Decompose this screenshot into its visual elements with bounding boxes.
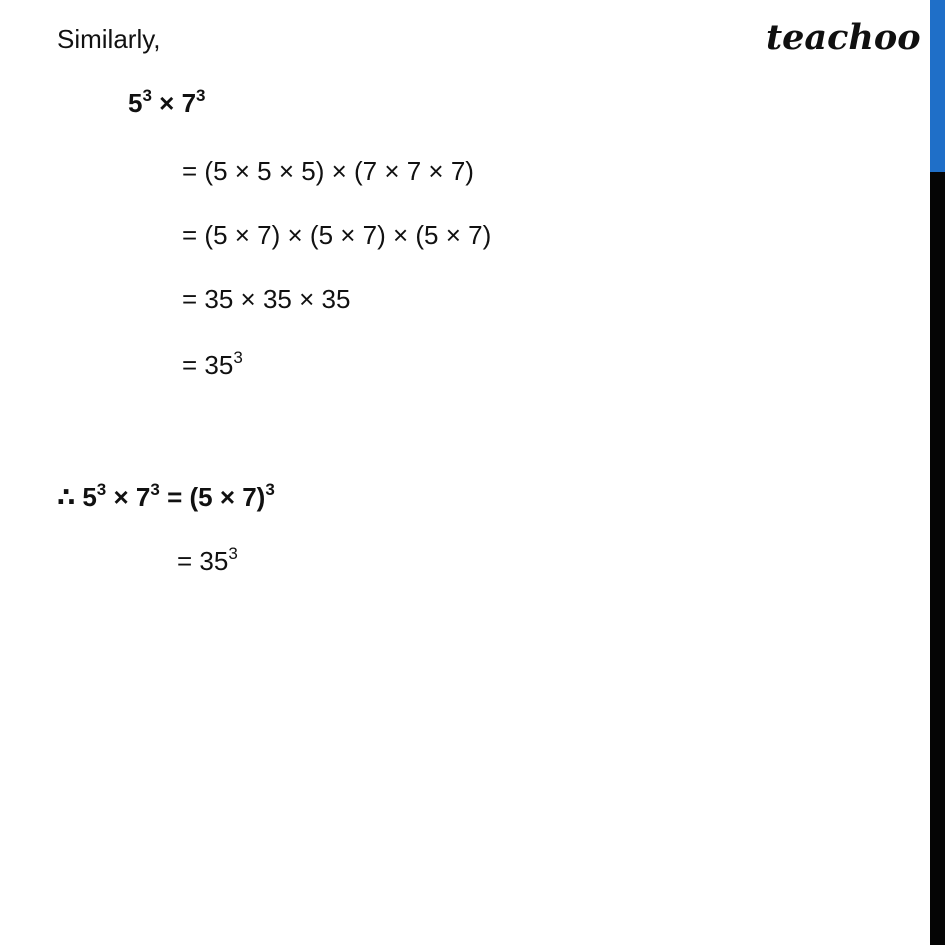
expression-exponent-2: 3	[196, 86, 206, 106]
final-result	[177, 544, 238, 578]
conclusion-rhs-exponent: 3	[265, 480, 275, 500]
expression-operator: ×	[151, 88, 182, 118]
teachoo-logo: teachoo	[766, 17, 921, 58]
conclusion-line	[57, 480, 275, 514]
step-4-text: = 35	[182, 350, 234, 380]
similarly-heading: Similarly,	[57, 24, 161, 54]
step-1: = (5 × 5 × 5) × (7 × 7 × 7)	[182, 156, 474, 186]
final-result-text: = 35	[177, 546, 229, 576]
therefore-symbol: ∴	[57, 482, 83, 512]
step-3: = 35 × 35 × 35	[182, 284, 351, 314]
step-4	[182, 348, 243, 382]
conclusion-exponent-2: 3	[150, 480, 160, 500]
conclusion-base-2: 7	[135, 482, 151, 512]
expression-base-2: 7	[181, 88, 197, 118]
step-4-exponent: 3	[233, 348, 243, 368]
conclusion-rhs: = (5 × 7)	[159, 482, 266, 512]
expression-line	[128, 86, 206, 120]
final-result-exponent: 3	[228, 544, 238, 564]
right-edge-accent	[930, 0, 945, 172]
conclusion-base-1: 5	[82, 482, 97, 512]
step-2: = (5 × 7) × (5 × 7) × (5 × 7)	[182, 220, 492, 250]
expression-base-1: 5	[128, 88, 143, 118]
conclusion-exponent-1: 3	[96, 480, 107, 500]
expression-exponent-1: 3	[142, 86, 152, 106]
conclusion-operator: ×	[106, 482, 136, 512]
